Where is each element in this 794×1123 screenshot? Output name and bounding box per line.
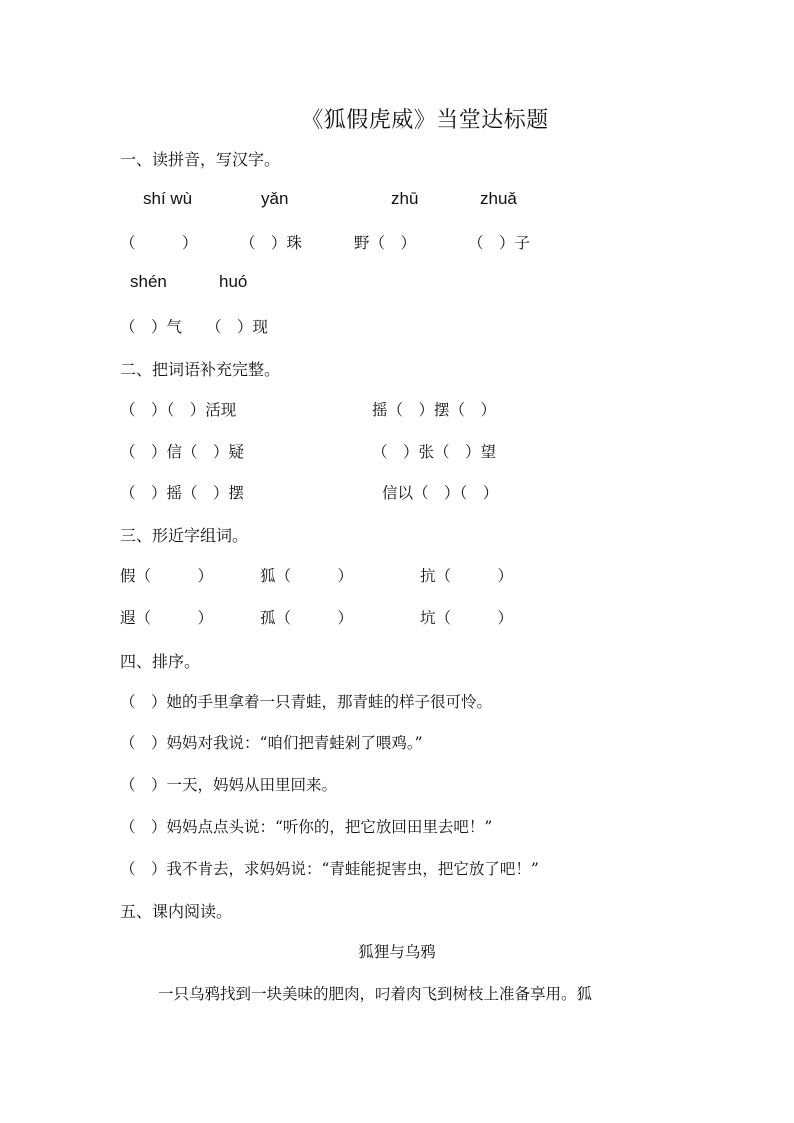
pinyin-4: zhuǎ bbox=[480, 189, 517, 208]
idiom-right-1[interactable]: 摇（ ）摆（ ） bbox=[372, 401, 497, 419]
order-item-2[interactable]: （ ）妈妈对我说：“咱们把青蛙剁了喂鸡。” bbox=[120, 734, 423, 752]
char-group-3[interactable]: 抗（ ） bbox=[420, 567, 514, 585]
passage-text: 一只乌鸦找到一块美味的肥肉，叼着肉飞到树枝上准备享用。狐 bbox=[158, 985, 593, 1003]
idiom-left-3[interactable]: （ ）摇（ ）摆 bbox=[120, 484, 245, 502]
section2-heading: 二、把词语补充完整。 bbox=[120, 360, 281, 379]
section5-heading: 五、课内阅读。 bbox=[120, 902, 233, 921]
pinyin-6: huó bbox=[219, 272, 248, 291]
char-group-5[interactable]: 孤（ ） bbox=[260, 609, 354, 627]
pinyin-1: shí wù bbox=[143, 189, 193, 208]
answer-blank-4[interactable]: （ ）子 bbox=[468, 234, 531, 252]
char-group-2[interactable]: 狐（ ） bbox=[260, 567, 354, 585]
order-item-3[interactable]: （ ）一天，妈妈从田里回来。 bbox=[120, 776, 338, 794]
idiom-left-2[interactable]: （ ）信（ ）疑 bbox=[120, 443, 245, 461]
char-group-4[interactable]: 遐（ ） bbox=[120, 609, 214, 627]
answer-blank-2[interactable]: （ ）珠 bbox=[240, 234, 303, 252]
idiom-left-1[interactable]: （ ）（ ）活现 bbox=[120, 401, 237, 419]
page-title: 《狐假虎威》当堂达标题 bbox=[301, 108, 549, 133]
section3-heading: 三、形近字组词。 bbox=[120, 526, 249, 545]
pinyin-2: yǎn bbox=[261, 189, 289, 208]
section4-heading: 四、排序。 bbox=[120, 652, 201, 671]
order-item-1[interactable]: （ ）她的手里拿着一只青蛙，那青蛙的样子很可怜。 bbox=[120, 693, 493, 711]
answer-blank-6[interactable]: （ ）现 bbox=[206, 318, 269, 336]
idiom-right-2[interactable]: （ ）张（ ）望 bbox=[372, 443, 497, 461]
passage-title: 狐狸与乌鸦 bbox=[358, 943, 436, 961]
char-group-6[interactable]: 坑（ ） bbox=[420, 609, 514, 627]
answer-blank-1[interactable]: （ ） bbox=[120, 234, 198, 252]
order-item-5[interactable]: （ ）我不肯去，求妈妈说：“青蛙能捉害虫，把它放了吧！” bbox=[120, 860, 539, 878]
pinyin-5: shén bbox=[130, 272, 167, 291]
idiom-right-3[interactable]: 信以（ ）（ ） bbox=[382, 484, 499, 502]
answer-blank-3[interactable]: 野（ ） bbox=[354, 234, 417, 252]
section1-heading: 一、读拼音，写汉字。 bbox=[120, 150, 281, 169]
answer-blank-5[interactable]: （ ）气 bbox=[120, 318, 183, 336]
char-group-1[interactable]: 假（ ） bbox=[120, 567, 214, 585]
pinyin-3: zhū bbox=[391, 189, 419, 208]
order-item-4[interactable]: （ ）妈妈点点头说：“听你的，把它放回田里去吧！” bbox=[120, 818, 493, 836]
